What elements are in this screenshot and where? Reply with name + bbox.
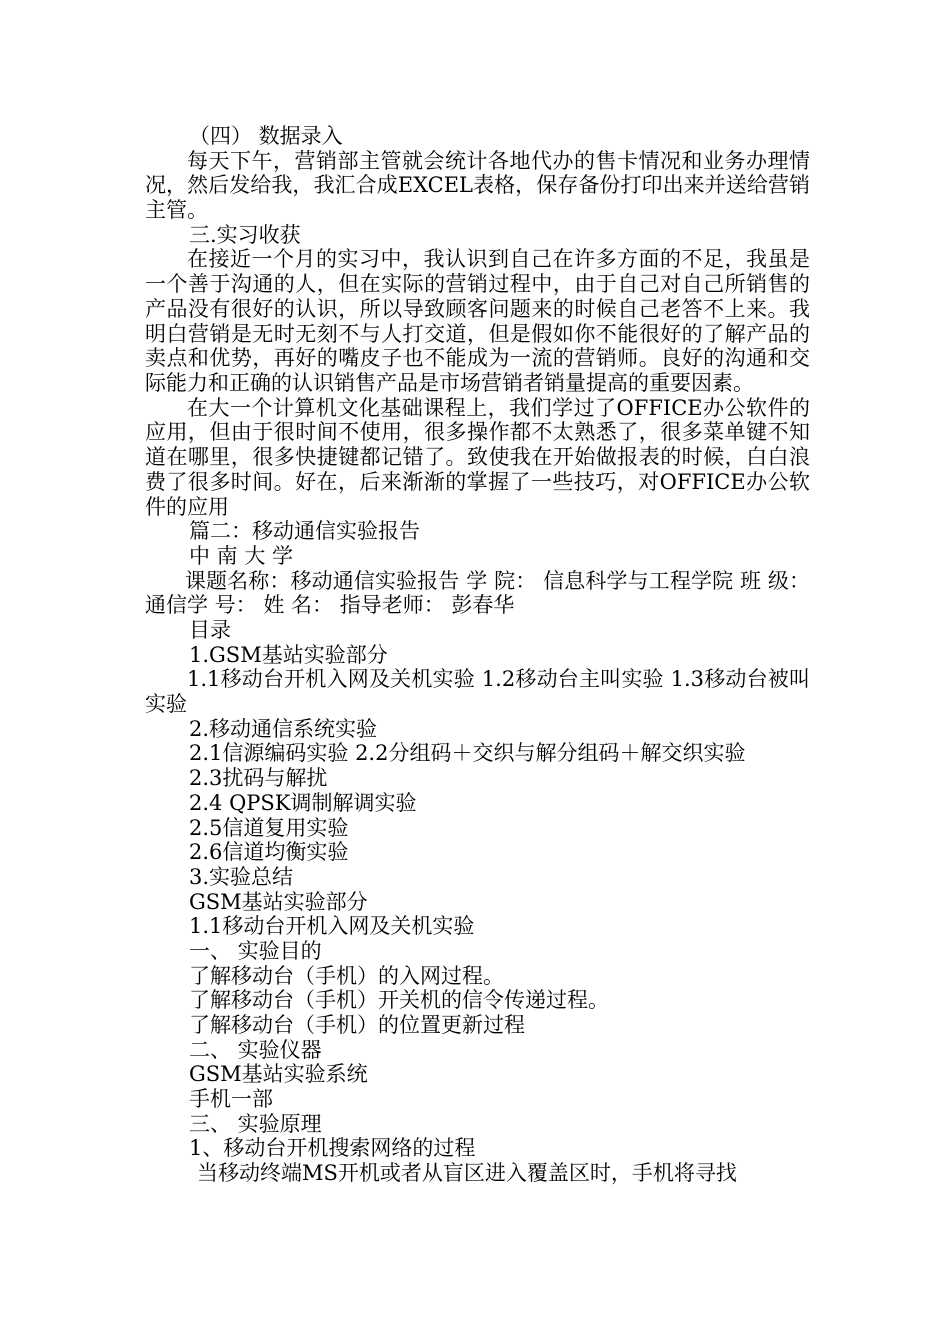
purpose-item: 了解移动台（手机）的入网过程。: [189, 963, 504, 988]
instrument-item: GSM基站实验系统: [189, 1062, 368, 1087]
toc-item: 2.移动通信系统实验: [189, 716, 378, 741]
purpose-item: 了解移动台（手机）开关机的信令传递过程。: [189, 988, 609, 1013]
toc-item: 2.1信源编码实验 2.2分组码＋交织与解分组码＋解交织实验: [189, 741, 746, 766]
principle-title: 三、 实验原理: [189, 1111, 322, 1136]
toc-item: 2.3扰码与解扰: [189, 766, 328, 791]
toc-title: 目录: [189, 618, 231, 642]
toc-item: 2.4 QPSK调制解调实验: [189, 790, 417, 815]
university-name: 中 南 大 学: [189, 543, 294, 568]
instrument-title: 二、 实验仪器: [189, 1037, 322, 1062]
heading-internship-gain: 三.实习收获: [189, 222, 301, 247]
heading-data-entry: （四） 数据录入: [189, 124, 343, 148]
toc-item: 2.6信道均衡实验: [189, 840, 349, 865]
paragraph-data-entry: 每天下午，营销部主管就会统计各地代办的售卡情况和业务办理情况，然后发给我，我汇合成EXCEL表格，保存备份打印出来并送给营销主管。: [145, 148, 810, 223]
principle-subtitle: 1、移动台开机搜索网络的过程: [189, 1136, 476, 1161]
course-info: 课题名称：移动通信实验报告 学 院： 信息科学与工程学院 班 级：通信学 号： 姓 名： 指导老师： 彭春华: [145, 568, 810, 618]
paragraph-gain-2: 在大一个计算机文化基础课程上，我们学过了OFFICE办公软件的应用，但由于很时间不使用，很多操作都不太熟悉了，很多菜单键不知道在哪里，很多快捷键都记错了。致使我在开始做报表的时候，白白浪费了很多时间。好在，后来渐渐的掌握了一些技巧，对OFFICE办公软件的应用: [145, 395, 810, 519]
toc-item: 1.1移动台开机入网及关机实验 1.2移动台主叫实验 1.3移动台被叫实验: [145, 667, 810, 717]
heading-part-two: 篇二：移动通信实验报告: [189, 519, 420, 544]
section-1-1: 1.1移动台开机入网及关机实验: [189, 914, 475, 939]
purpose-title: 一、 实验目的: [189, 938, 322, 963]
toc-item: 2.5信道复用实验: [189, 815, 349, 840]
purpose-item: 了解移动台（手机）的位置更新过程: [189, 1013, 525, 1038]
principle-text: 当移动终端MS开机或者从盲区进入覆盖区时，手机将寻找: [197, 1161, 737, 1186]
section-gsm: GSM基站实验部分: [189, 889, 368, 914]
toc-item: 3.实验总结: [189, 864, 294, 889]
toc-item: 1.GSM基站实验部分: [189, 642, 388, 667]
paragraph-gain-1: 在接近一个月的实习中，我认识到自己在许多方面的不足，我虽是一个善于沟通的人，但在实际的营销过程中，由于自己对自己所销售的产品没有很好的认识，所以导致顾客问题来的时候自己老答不上来。我明白营销是无时无刻不与人打交道，但是假如你不能很好的了解产品的卖点和优势，再好的嘴皮子也不能成为一流的营销师。良好的沟通和交际能力和正确的认识销售产品是市场营销者销量提高的重要因素。: [145, 247, 810, 395]
document-page: [145, 124, 810, 1186]
instrument-item: 手机一部: [189, 1087, 273, 1112]
